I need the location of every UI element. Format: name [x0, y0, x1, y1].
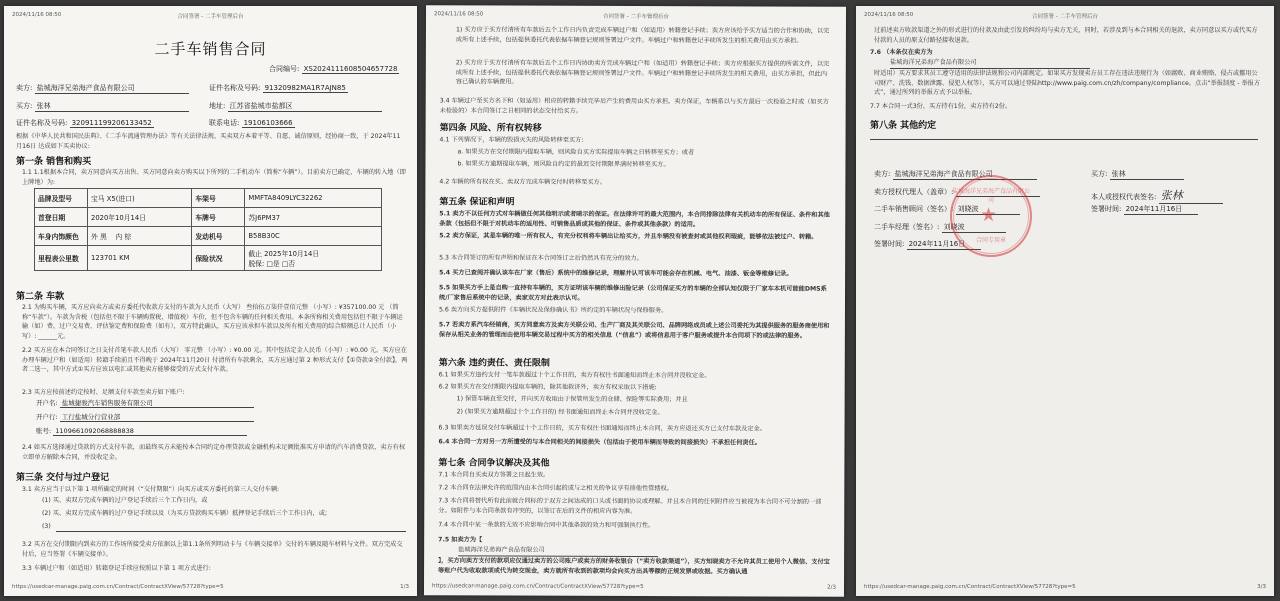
clause-5-7: 5.7 若卖方系汽车经销商，买方同意卖方及卖方关联公司、生产厂商及其关联公司、品牌网络成员或上述公司委托为其提供服务的服务商使用和保存从相关业务的管理而由使用车辆交易过程中买方的相关信息（“信息”）或将信息用于客户服务或提升本合同项下的或法律的服务。	[438, 321, 830, 340]
seller-field: 卖方: 盐城海洋兄弟海产食品有限公司	[16, 83, 189, 94]
brand-label: 品牌及型号	[35, 189, 88, 208]
clause-2-1: 2.1 为购买车辆，买方应向卖方或卖方委托代收款方支付的车款为人民币（大写） 叁拾伍万柒仟壹佰元整 （小写）: ¥357100.00 元 （简称“车款”）。车款为含税（包括但不限于车辆购置税、增值税）车价，但不包含车辆的任何相关费用。本条所称相关费用包括但不限于车辆运输（如）费、过户交易费、评估鉴定费和保险费（如有），双方特此确认，买方应该承担车款以及所有相关费用的综合赔额总计人民币（小写）: ______元。	[22, 304, 403, 340]
clause-2-4: 2.4 如买方选择通过贷款的方式支付车款，而最终买方未能按本合同约定办理贷款或金融机构未足额批准买方申请的汽车消费贷款，卖方有权立即单方解除本合同，并没收定金。	[22, 444, 406, 461]
clause-6-2-2: 2) (如果买方逾期超过十个工作日的) 经书面通知而终止本合同并没收定金。	[456, 408, 664, 417]
clause-5-5: 5.5 如果买方手上是自购一直持有车辆的，买方证明该车辆的维修出险记录（公司保证买方的车辆的全部认知仅限于厂家车本机可能能DMS系统/厂家售后系统中的记录，卖家双方对此表示认可。	[438, 284, 827, 302]
blank-line	[56, 531, 406, 532]
clause-4-2: 4.2 车辆的所有权在买、卖双方完成车辆交付时转移至买方。	[439, 178, 606, 186]
clause-2-2: 2.2 买方应在本合同签订之日支付首笔车款人民币（大写） 零元整 （小写）: ¥0.00 元。其中包括定金人民币（小写）: ¥0.00 元。买方应在办理车辆过户和（如适用）转籍手续前且不得晚于 2024年11月20日 付清所有车款剩余，买方应通过第 2 种形式支付【①贷款②全付款】，两者二选一，其中方式①买方应该以电汇或其他卖方能够接受的方式支付车款。	[22, 347, 408, 373]
first-reg-label: 首登日期	[35, 208, 88, 227]
clause-7-5-cont: 过前述卖方收款渠道之外的形式进行的付款及由此引发的纠纷均与卖方无关，同时，若涉及到与本合同相关的退款，卖方同意以买方或代买方付款的人员的原支付路径接收退款。	[874, 27, 1258, 44]
buyer-field: 买方: 张林	[16, 101, 189, 112]
buyer-sign-date-field: 签署时间: 2024年11月16日	[1091, 204, 1198, 215]
clause-6-3: 6.3 如果卖方延误交付车辆超过十个工作日的，买方有权往书面通知而终止本合同，卖方应返还买方已支付车款及定金。	[438, 424, 766, 433]
section-5-title: 第五条 保证和声明	[439, 197, 515, 208]
clause-7-5: 7.5 如卖方为【	[438, 536, 483, 544]
color-label: 车身内饰颜色	[35, 227, 88, 246]
contract-page-1	[4, 6, 417, 596]
color-exterior: 外 黑	[91, 233, 107, 241]
page-footer	[864, 584, 1266, 592]
section-3-title: 第三条 交付与过户登记	[16, 473, 110, 483]
clause-3-1: 3.1 卖方应当于以下第 1 项所确定的时间（“交付期限”）向买方或买方委托的第三人交付车辆:	[22, 486, 280, 493]
clause-7-4: 7.4 本合同中某一条款的无效不应影响合同中其他条款的效力和可强制执行性。	[438, 521, 655, 530]
clause-4-1-b: b. 如果买方逾期提取车辆，则风险自约定的最迟交付期限界满时转移至买方。	[457, 160, 670, 169]
clause-7-1: 7.1 本合同自买卖双方签署之日起生效。	[438, 471, 550, 479]
insurance-label: 保险状况	[192, 246, 245, 271]
clause-7-6-company: 盐城海洋兄弟海产食品有限公司	[890, 58, 1090, 69]
section-1-title: 第一条 销售和购买	[16, 157, 92, 167]
seal-company-name: 盐城海洋兄弟海产食品有限公司	[952, 188, 1031, 204]
header-time: 2024/11/16 08:50	[433, 11, 484, 18]
header-time: 2024/11/16 08:50	[864, 12, 914, 18]
section-8-title: 第八条 其他约定	[870, 121, 937, 131]
clause-7-5-company: 盐城海洋兄弟海产食品有限公司	[458, 545, 658, 556]
contract-intro: 根据《中华人民共和国民法典》、《二手车流通管理办法》等有关法律法规，买卖双方本着平等、自愿、诚信原则，经协商一致，于 2024年11月16日 达成如下买卖协议:	[16, 133, 401, 150]
engine-value: B58B30C	[245, 227, 382, 246]
page-header	[12, 12, 409, 20]
engine-label: 发动机号	[192, 227, 245, 246]
seal-type: 合同专用章	[975, 237, 1006, 244]
clause-5-1: 5.1 卖方不以任何方式对车辆做任何其他明示或者暗示的保证。在法律许可的最大范围内，本合同排除法律有关机动车的所有保证、条件和其他条款（包括但不限于对机动车的适用性、可销售品质或其他的保证、条件或其他条款）的适用。	[439, 210, 830, 228]
account-bank: 开户行: 工行盐城分行营业部	[36, 412, 254, 422]
color-value	[88, 227, 192, 246]
footer-page: 1/3	[400, 584, 409, 590]
clause-3-3-2: 2) 买方应于买方付清所有车款后五个工作日内协助卖方完成车辆过户和（如适用）转籍登记手续；卖方应根据买方提供的所需文件，以完成所有上述手续，包括提供委托代表依据车辆登记规则签署过户文件。车辆过户和转籍登记手续所发生的相关费用，由买方承担，但此内容已确认的车辆费用。	[455, 59, 830, 86]
phone-field: 联系电话: 19106103666	[209, 119, 293, 127]
header-title: 合同签署 - 二手车管理后台	[1032, 14, 1098, 20]
contract-page-3	[856, 6, 1274, 596]
clause-3-1-3: (3)	[42, 523, 51, 530]
clause-5-2: 5.2 卖方保证，其是车辆的唯一所有权人，有充分权利将车辆出让给买方，并且车辆没有被查封或其他权利瑕疵，能够依法被过户、转籍。	[439, 232, 818, 241]
section-4-title: 第四条 风险、所有权转移	[439, 123, 542, 134]
vin-label: 车架号	[192, 189, 245, 208]
clause-7-3: 7.3 本合同将替代所有此前就合同标的于双方之间达成的口头或书面的协议或理解。并且本合同的任何附件应当被视为本合同不可分割的一部分。如附件与本合同条款有冲突的，以签订在后的文件的相应内容为准。	[438, 497, 822, 515]
clause-3-1-2: (2) 买、卖双方完成车辆的过户登记手续以及（为买方贷款购买车辆）抵押登记手续后三个工作日内，或;	[42, 510, 328, 517]
clause-6-2-1: 1) 保管车辆直至交付，并向买方收取由于保管所发生的仓储、保险等实际费用；并且	[456, 395, 688, 404]
plate-value: 苏J6PM37	[245, 208, 382, 227]
header-title: 合同签署 - 二手车管理后台	[602, 13, 669, 21]
clause-3-4: 3.4 车辆过户至买方名下和（如适用）相应的转籍手续完毕后产生的费用由买方承担。卖方保证，车辆系以与买方最后一次检验之时或（如买方未检验的）本合同签订之日相同的状态交付给买方。	[439, 97, 829, 115]
insurance-until: 截止 2025年10月14日	[248, 250, 320, 258]
vehicle-info-table	[34, 188, 382, 271]
account-number: 账号: 1109661092068888838	[36, 426, 247, 436]
section-6-title: 第六条 违约责任、责任限制	[438, 358, 550, 369]
footer-page: 3/3	[1257, 584, 1266, 590]
clause-3-3: 3.3 车辆过户和（如适用）转籍登记手续应按照以下第 1 项方式进行:	[22, 565, 211, 572]
vin-value: MMFTA8409LYC32262	[245, 189, 382, 208]
sales-consultant-field: 二手车销售顾问（签名）: 刘晓波	[874, 204, 1020, 215]
footer-url: https://usedcar-manage.paig.com.cn/Contract/ContractXView/57728?type=5	[12, 584, 224, 590]
clause-3-2: 3.2 买方在交付期限内到卖方的工作场所接受卖方依据以上第1.1条所列明动卡与《车辆交接单》交付的车辆及随车材料与文件。双方完成交付后，应当签署《车辆交接单》。	[22, 541, 403, 558]
clause-7-6-rest: 时适用）买方要求其员工遵守适用的法律法规和公司内部规定。如果买方发现卖方员工存在违法违规行为（如腐败、商业贿赂、侵占或挪用公司财产、洗钱、数据泄露、侵犯人权等），买方可以通过登陆http://www.paig.com.cn/zh/company/compliance。点击“举报制度 - 举报方式”，通过所列的举报方式予以举报。	[874, 70, 1261, 96]
clause-3-3-1: 1) 买方应于买方付清所有车款后五个工作日内负责完成车辆过户和（如适用）转籍登记手续；卖方应该给予买方适当的合作和协助，以完成所有上述手续，包括提供委托代表依据车辆登记规则签署过户文件。车辆过户和转籍登记手续所发生的相关费用由买方承担。	[455, 26, 830, 45]
section-2-title: 第二条 车款	[16, 292, 65, 302]
seller-agent-field: 卖方授权代理人（盖章）:	[874, 187, 1040, 197]
buyer-sign-field: 买方: 张林	[1091, 169, 1184, 180]
address-field: 地址: 江苏省盐城市盐都区	[209, 101, 382, 112]
clause-5-4: 5.4 买方已查阅并确认该车在厂家（售后）系统中的维修记录，理解并认可该车可能会存在机械、电气、油漆、钣金等维修记录。	[439, 269, 793, 278]
clause-5-3: 5.3 本合同签订的所有声明和保证在本合同签订之后仍然具有充分的效力。	[439, 254, 643, 263]
color-interior: 内 棕	[115, 233, 132, 241]
insurance-lapsed: 脱保: □是 □否	[248, 260, 296, 268]
plate-label: 车牌号	[192, 208, 245, 227]
first-reg-value: 2020年10月14日	[88, 208, 192, 227]
other-terms-line	[870, 139, 1258, 140]
clause-7-6: 7.6 （本条仅在卖方为	[870, 49, 933, 56]
brand-value: 宝马 X5(进口)	[88, 189, 192, 208]
page-header	[864, 12, 1266, 20]
buyer-handwritten-signature: 张林	[1159, 187, 1223, 204]
footer-url: https://usedcar-manage.paig.com.cn/Contract/ContractXView/57728?type=5	[431, 583, 644, 591]
company-seal	[950, 175, 1032, 257]
mileage-label: 里程表公里数	[35, 246, 88, 271]
clause-7-7: 7.7 本合同一式3份，买方持有1份，卖方持有2份。	[870, 103, 1012, 110]
footer-page: 2/3	[827, 584, 837, 591]
buyer-signature-field: 本人或授权代表签名: 张林	[1091, 187, 1223, 204]
header-title: 合同签署 - 二手车管理后台	[177, 14, 244, 20]
page-header	[434, 11, 838, 20]
contract-number: 合同编号: XS2024111608504657728	[269, 65, 398, 73]
account-name: 开户名: 盐城捷骏汽车销售服务有限公司	[36, 398, 254, 408]
seller-sign-date-field: 签署时间: 2024年11月16日	[874, 239, 981, 250]
footer-url: https://usedcar-manage.paig.com.cn/Contract/ContractXView/57728?type=5	[864, 584, 1076, 590]
clause-6-2: 6.2 如果买方在交付期限内提取车辆的，除其他救济外，卖方有权采取以下措施:	[438, 383, 657, 392]
clause-4-1-a: a. 如果买方在交付期限内提取车辆，则风险自买方实际提取车辆之日转移至买方；或者	[457, 148, 695, 157]
mileage-value: 123701 KM	[88, 246, 192, 271]
clause-6-1: 6.1 如果买方违约支付一笔车款超过十个工作日的，卖方有权往书面通知而终止本合同并没收定金。	[438, 371, 711, 380]
seller-sign-field: 卖方: 盐城海洋兄弟海产食品有限公司	[874, 169, 1037, 180]
contract-page-2	[424, 5, 846, 596]
clause-2-3: 2.3 买方应按前述约定按时、足额支付车款至卖方如下账户:	[22, 389, 185, 396]
insurance-value	[245, 246, 382, 271]
clause-5-6: 5.6 卖方向买方提供附件《车辆状况及保修确认书》所约定的车辆状况与保修服务。	[438, 306, 668, 315]
header-time: 2024/11/16 08:50	[12, 12, 62, 18]
buyer-id-field: 证件名称及号码: 320911199206133452	[16, 119, 152, 127]
clause-4-1: 4.1 下列情况下，车辆的毁损灭失的风险转移至买方:	[439, 136, 584, 144]
seller-cert-field: 证件名称及号码: 91320982MA1R7AJN85	[209, 84, 346, 92]
page-footer	[432, 583, 836, 592]
seal-star-icon: ★	[980, 204, 998, 226]
page-footer	[12, 584, 409, 592]
clause-1-1: 1.1 1.1根据本合同，卖方同意向买方出售、买方同意向卖方购买以下所列的二手机动车（简称“车辆”）。目前卖方已确定，车辆的转入地（即上牌地）为:	[22, 169, 406, 186]
clause-3-1-1: (1) 买、卖双方完成车辆的过户登记手续后三个工作日内，或	[42, 497, 208, 504]
clause-6-4: 6.4 本合同一方对另一方所遭受的与本合同相关的间接损失（包括由于使用车辆而导致的间接损失）不承担任何责任。	[438, 438, 762, 447]
clause-7-5-rest: 】，买方向卖方支付的款项应仅通过卖方的公司账户或卖方的财务收银台（“卖方收款渠道”），买方知晓卖方不允许其员工使用个人微信、支付宝等账户代为收取款项或代为转交现金，卖方就所有收到的款项均会向买方出具等额的正规发票或收据。买方确认通	[438, 557, 830, 575]
clause-7-2: 7.2 本合同在法律允许的范围内由本合同引起的或与之相关的争议享有排他性管辖权。	[438, 484, 673, 493]
manager-field: 二手车经理（签名）: 刘晓波	[874, 222, 1006, 233]
section-7-title: 第七条 合同争议解决及其他	[438, 458, 550, 469]
contract-title: 二手车销售合同	[154, 40, 267, 58]
